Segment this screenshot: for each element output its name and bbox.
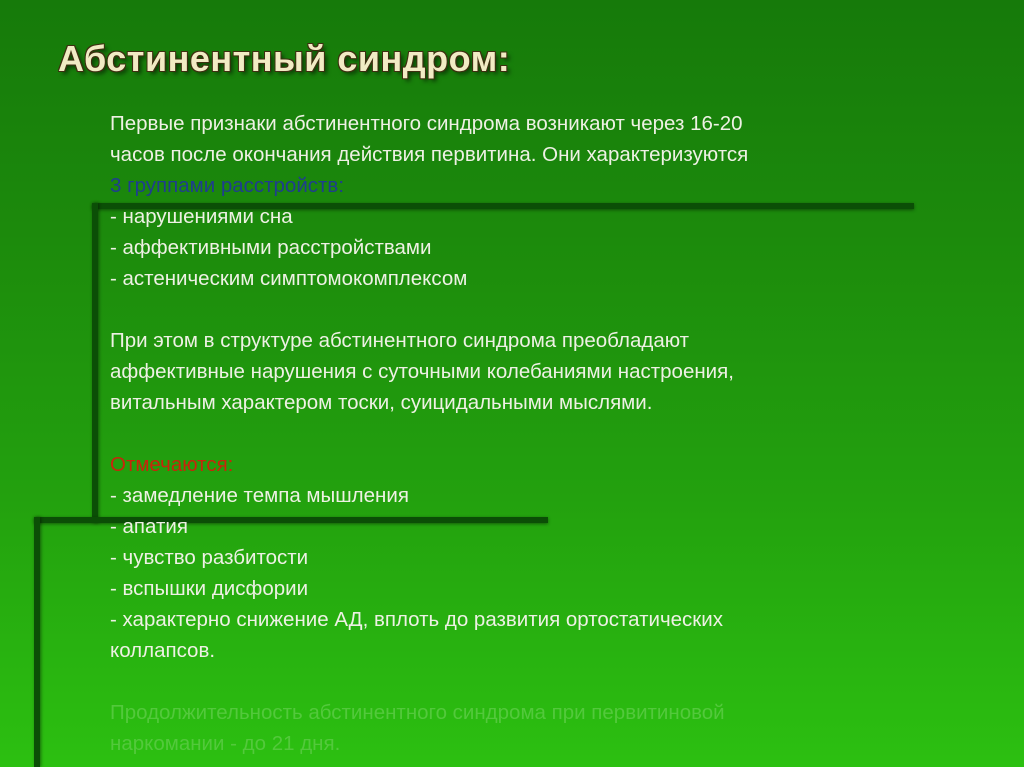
noted-item-dysphoria: - вспышки дисфории bbox=[110, 577, 309, 600]
spacer bbox=[110, 666, 990, 697]
duration-line-1: Продолжительность абстинентного синдрома при первитиновой bbox=[110, 701, 725, 724]
noted-item-fatigue: - чувство разбитости bbox=[110, 546, 309, 569]
decorative-line-left-upper bbox=[92, 203, 98, 523]
noted-item-apathy: - апатия bbox=[110, 515, 188, 538]
group-item-sleep: - нарушениями сна bbox=[110, 205, 293, 228]
noted-item-pressure-cont: коллапсов. bbox=[110, 639, 216, 662]
structure-line-1: При этом в структуре абстинентного синдрома преобладают bbox=[110, 329, 690, 352]
noted-label: Отмечаются: bbox=[110, 453, 234, 476]
spacer bbox=[110, 294, 990, 325]
structure-line-3: витальным характером тоски, суицидальными мыслями. bbox=[110, 391, 653, 414]
slide-title: Абстинентный синдром: bbox=[58, 38, 511, 79]
decorative-line-left-lower bbox=[34, 517, 40, 767]
slide-body bbox=[110, 108, 990, 759]
intro-line-3 bbox=[110, 170, 990, 201]
group-item-asthenic: - астеническим симптомокомплексом bbox=[110, 267, 468, 290]
noted-item-thinking: - замедление темпа мышления bbox=[110, 484, 409, 507]
noted-item-pressure: - характерно снижение АД, вплоть до развития ортостатических bbox=[110, 608, 723, 631]
intro-line-1: Первые признаки абстинентного синдрома возникают через 16-20 bbox=[110, 112, 743, 135]
spacer bbox=[110, 418, 990, 449]
structure-line-2: аффективные нарушения с суточными колебаниями настроения, bbox=[110, 360, 734, 383]
group-item-affective: - аффективными расстройствами bbox=[110, 236, 432, 259]
groups-label: 3 группами расстройств bbox=[110, 174, 339, 197]
duration-line-2: наркомании - до 21 дня. bbox=[110, 732, 341, 755]
groups-colon: : bbox=[338, 174, 345, 197]
intro-line-2: часов после окончания действия первитина. Они характеризуются bbox=[110, 143, 749, 166]
